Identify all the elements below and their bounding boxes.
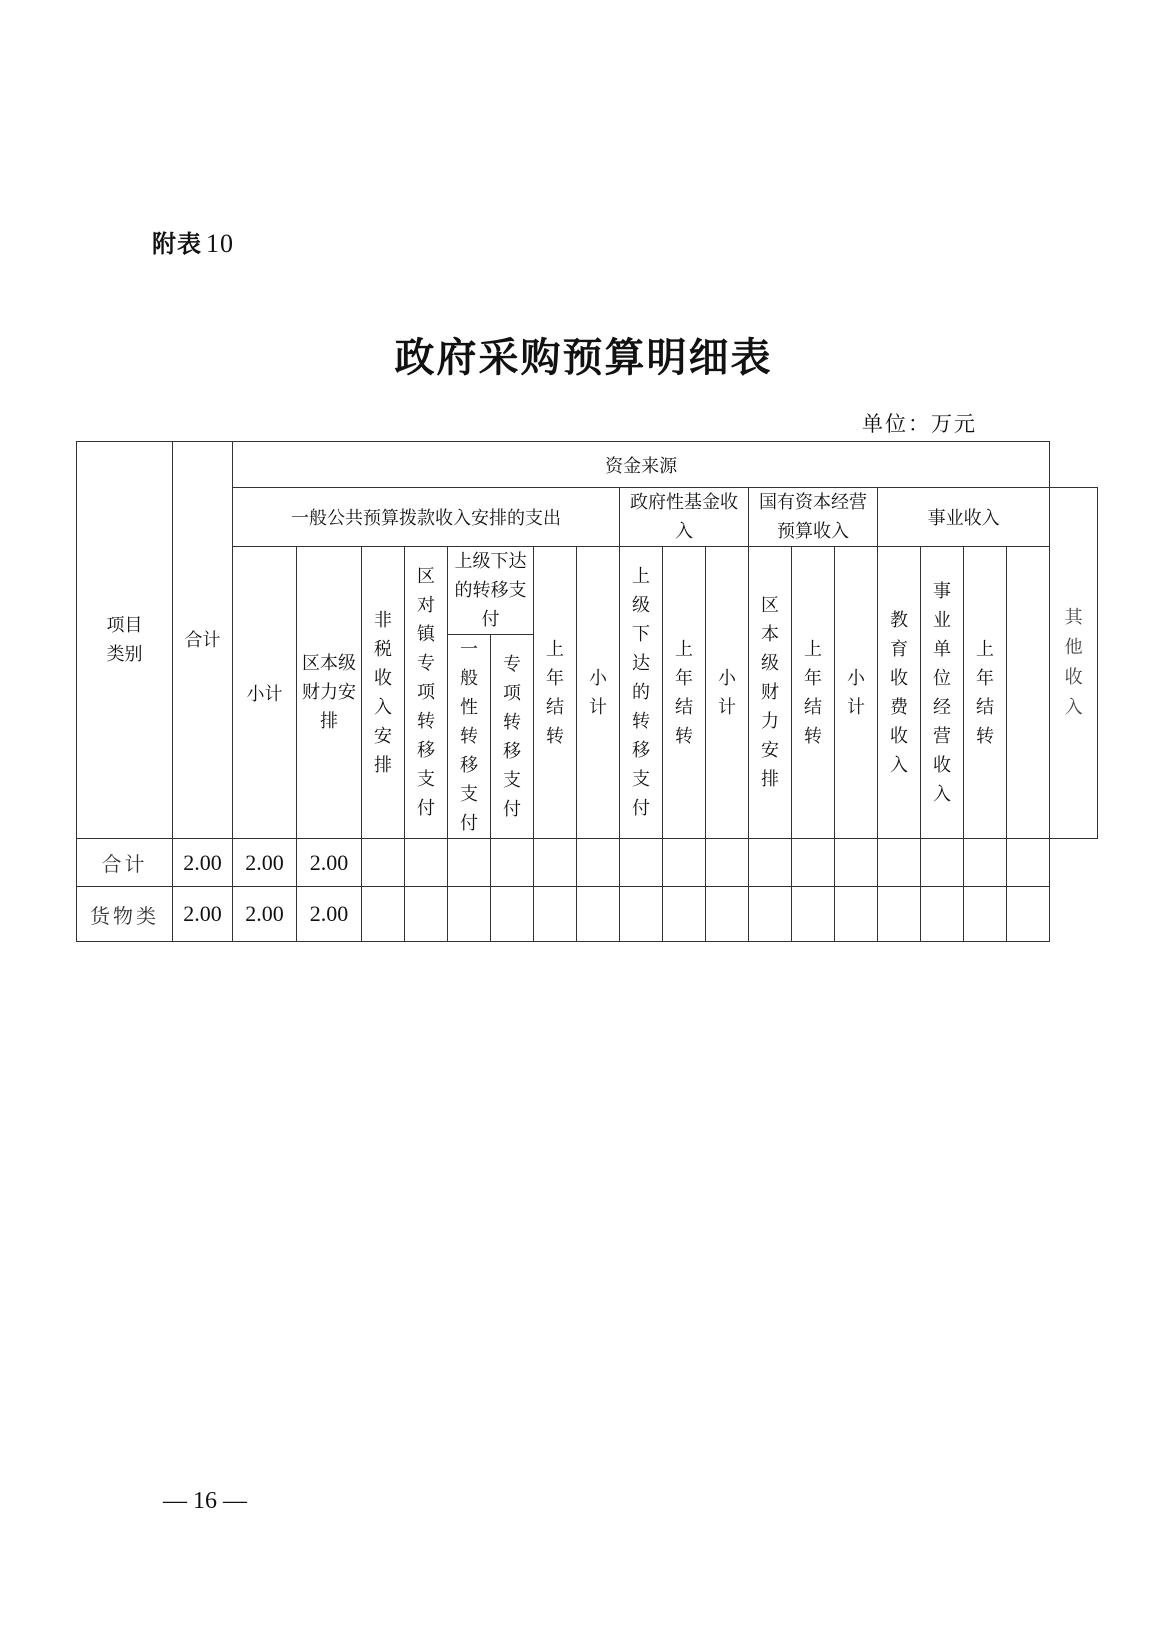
- cell-empty: [534, 887, 577, 942]
- row-label: 货物类: [77, 887, 173, 942]
- cell-empty: [448, 887, 491, 942]
- header-sc-district-finance: 区本级财力安排: [749, 547, 792, 839]
- cell-empty: [792, 887, 835, 942]
- cell-empty: [964, 887, 1007, 942]
- cell-empty: [534, 839, 577, 887]
- header-bi-unit-operation: 事业单位经营收入: [921, 547, 964, 839]
- cell-empty: [878, 887, 921, 942]
- cell-empty: [448, 839, 491, 887]
- header-bi-carryover: 上年结转: [964, 547, 1007, 839]
- cell-empty: [1007, 839, 1050, 887]
- cell-empty: [706, 839, 749, 887]
- cell-empty: [964, 839, 1007, 887]
- header-business-income: 事业收入: [878, 488, 1050, 547]
- header-gp-special-transfer: 专项转移支付: [491, 635, 534, 839]
- unit-label: 单位：万元: [862, 412, 977, 436]
- header-gp-district-finance: 区本级财力安排: [297, 547, 362, 839]
- header-sc-subtotal: 小计: [706, 547, 749, 839]
- cell-empty: [362, 839, 405, 887]
- cell-empty: [749, 887, 792, 942]
- header-gp-general-transfer: 一般性转移支付: [448, 635, 491, 839]
- header-funding-source: 资金来源: [233, 442, 1050, 488]
- cell-empty: [792, 839, 835, 887]
- cell-gp-subtotal: 2.00: [233, 887, 297, 942]
- header-total: 合计: [173, 442, 233, 839]
- cell-gp-district-finance: 2.00: [297, 887, 362, 942]
- header-gp-carryover: 上年结转: [534, 547, 577, 839]
- cell-empty: [878, 839, 921, 887]
- header-gov-fund-income: 政府性基金收入: [620, 488, 749, 547]
- cell-empty: [491, 887, 534, 942]
- page-title: 政府采购预算明细表: [394, 334, 773, 381]
- header-bi-education-fee: 教育收费收入: [878, 547, 921, 839]
- cell-empty: [491, 839, 534, 887]
- appendix-number: 10: [206, 229, 234, 258]
- row-label: 合计: [77, 839, 173, 887]
- cell-empty: [663, 887, 706, 942]
- header-other-income: 其他收入: [1050, 488, 1098, 839]
- header-gf-carryover: 上年结转: [663, 547, 706, 839]
- header-gp-subtotal: 小计: [233, 547, 297, 839]
- procurement-budget-table: [76, 441, 1098, 942]
- appendix-label: [152, 224, 234, 259]
- header-gp-upper-transfer: 上级下达的转移支付: [448, 547, 534, 635]
- cell-empty: [577, 839, 620, 887]
- header-bi-subtotal: 小计: [835, 547, 878, 839]
- cell-gp-subtotal: 2.00: [233, 839, 297, 887]
- cell-empty: [577, 887, 620, 942]
- header-state-capital-income: 国有资本经营预算收入: [749, 488, 878, 547]
- cell-gp-district-finance: 2.00: [297, 839, 362, 887]
- cell-total: 2.00: [173, 839, 233, 887]
- cell-empty: [663, 839, 706, 887]
- cell-empty: [620, 887, 663, 942]
- table-row: [77, 839, 1098, 887]
- header-gp-nontax: 非税收入安排: [362, 547, 405, 839]
- cell-empty: [706, 887, 749, 942]
- cell-empty: [1007, 887, 1050, 942]
- appendix-text: 附表: [152, 230, 202, 258]
- table-row: [77, 887, 1098, 942]
- cell-empty: [835, 887, 878, 942]
- header-general-public-budget: 一般公共预算拨款收入安排的支出: [233, 488, 620, 547]
- cell-empty: [362, 887, 405, 942]
- cell-empty: [921, 887, 964, 942]
- cell-empty: [749, 839, 792, 887]
- cell-empty: [405, 839, 448, 887]
- header-gp-town-special: 区对镇专项转移支付: [405, 547, 448, 839]
- cell-empty: [620, 839, 663, 887]
- header-sc-carryover: 上年结转: [792, 547, 835, 839]
- header-gf-subtotal: 小计: [577, 547, 620, 839]
- cell-empty: [405, 887, 448, 942]
- cell-total: 2.00: [173, 887, 233, 942]
- header-item-category: 项目类别: [77, 442, 173, 839]
- cell-empty: [835, 839, 878, 887]
- cell-empty: [921, 839, 964, 887]
- header-gf-upper-transfer: 上级下达的转移支付: [620, 547, 663, 839]
- page-number: — 16 —: [163, 1488, 247, 1514]
